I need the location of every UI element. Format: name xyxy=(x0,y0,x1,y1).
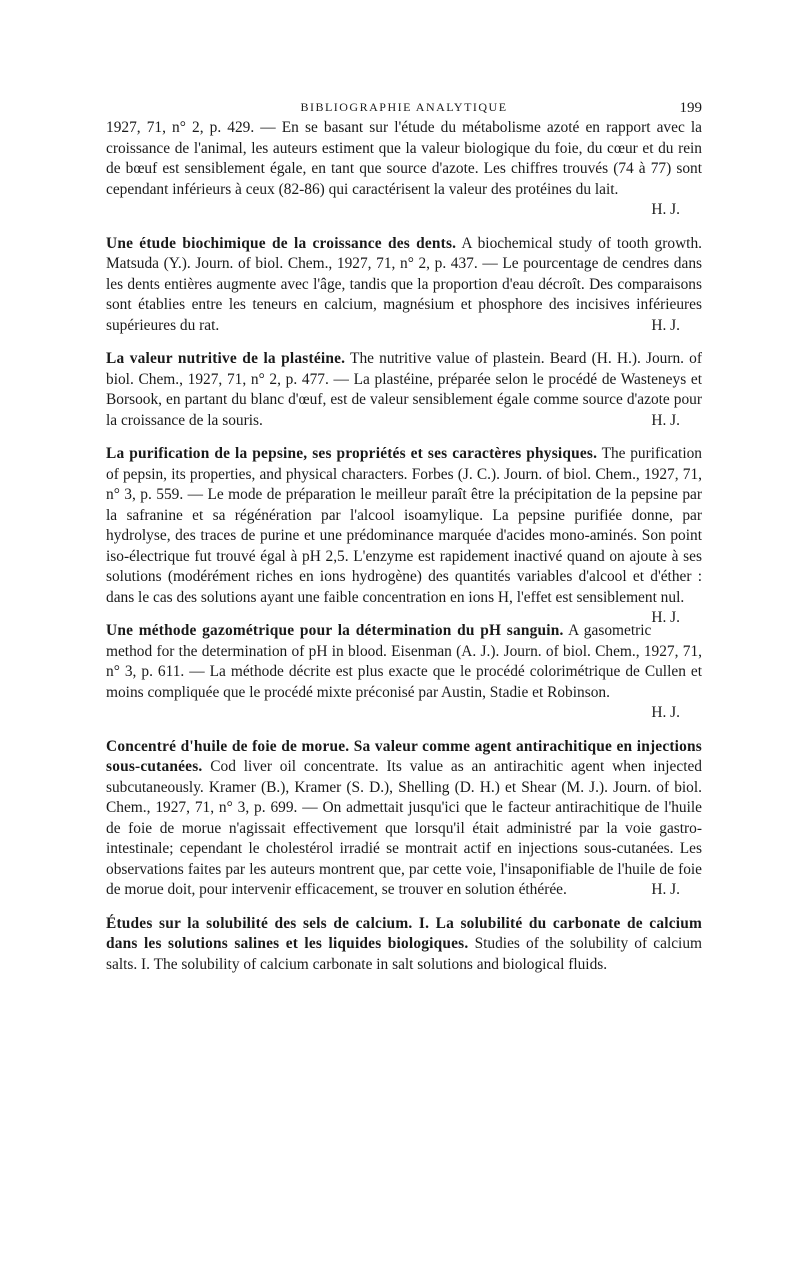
abstract-text xyxy=(106,444,702,626)
abstract-text xyxy=(106,621,702,703)
abstract-title: Une méthode gazométrique pour la détermination du pH sanguin. xyxy=(106,622,564,639)
abstract-signature: H. J. xyxy=(651,201,680,218)
abstract-title: La purification de la pepsine, ses propriétés et ses caractères physiques. xyxy=(106,445,598,462)
abstract-text xyxy=(106,737,702,901)
abstract-text xyxy=(106,234,702,337)
abstract-body: The purification of pepsin, its properties, and physical characters. Forbes (J. C.). Journ. of biol. Chem., 1927, 71, n° 3, p. 559. — Le mode de préparation le meilleur paraît être la précipitation de la pepsine par la safranine et sa régénération par l'alcool isoamylique. La pepsine purifiée donne, par hydrolyse, des traces de purine et une prédominance marquée d'acides mono-aminés. Son point iso-électrique fut trouvé égal à pH 2,5. L'enzyme est rapidement inactivé quand on ajoute à ses solutions (modérément riches en ions hydrogène) des quantités variables d'alcool et d'éther : dans le cas des solutions ayant une faible concentration en ions H, l'effet est sensiblement nul. xyxy=(106,445,702,606)
running-title: BIBLIOGRAPHIE ANALYTIQUE xyxy=(300,100,508,114)
abstract-entry xyxy=(106,349,702,431)
abstract-signature: H. J. xyxy=(651,881,680,898)
abstract-body: Cod liver oil concentrate. Its value as an antirachitic agent when injected subcutaneously. Kramer (B.), Kramer (S. D.), Shelling (D. H.) et Shear (M. J.). Journ. of biol. Chem., 1927, 71, n° 3, p. 699. — On admettait jusqu'ici que le facteur antirachitique de l'huile de foie de morue n'agissait effectivement que lorsqu'il était administré par la voie gastro-intestinale; cependant le cholestérol irradié se montrait actif en injections sous-cutanées. Les observations faites par les auteurs montrent que, par cette voie, l'insaponifiable de l'huile de foie de morue doit, pour intervenir efficacement, se trouver en solution éthérée. xyxy=(106,758,702,898)
abstract-entry xyxy=(106,737,702,901)
abstract-entry xyxy=(106,914,702,976)
abstract-body: Studies of the solubility of calcium salts. I. The solubility of calcium carbonate in salt solutions and biological fluids. xyxy=(106,935,702,973)
page-number: 199 xyxy=(679,100,702,116)
abstract-title: Études sur la solubilité des sels de calcium. I. La solubilité du carbonate de calcium dans les solutions salines et les liquides biologiques. xyxy=(106,914,702,952)
abstract-signature: H. J. xyxy=(651,316,680,334)
abstract-title: La valeur nutritive de la plastéine. xyxy=(106,350,346,367)
running-header xyxy=(106,100,702,117)
abstract-text xyxy=(106,118,702,200)
abstract-entry xyxy=(106,234,702,337)
article-body xyxy=(106,118,702,988)
abstract-body: A gasometric method for the determination of pH in blood. Eisenman (A. J.). Journ. of biol. Chem., 1927, 71, n° 3, p. 611. — La méthode décrite est plus exacte que le procédé colorimétrique de Cullen et moins compliquée que le procédé mixte préconisé par Austin, Stadie et Robinson. xyxy=(106,622,702,701)
abstract-signature: H. J. xyxy=(651,704,680,721)
abstract-entry xyxy=(106,621,702,724)
abstract-text xyxy=(106,914,702,976)
abstract-body: The nutritive value of plastein. Beard (H. H.). Journ. of biol. Chem., 1927, 71, n° 2, p. 477. — La plastéine, préparée selon le procédé de Wasteneys et Borsook, en partant du blanc d'œuf, est de valeur sensiblement égale comme source d'azote pour la croissance de la souris. xyxy=(106,350,702,429)
abstract-title: Une étude biochimique de la croissance des dents. xyxy=(106,234,457,252)
abstract-text xyxy=(106,349,702,431)
abstract-entry xyxy=(106,444,702,626)
abstract-signature: H. J. xyxy=(651,411,680,429)
abstract-entry xyxy=(106,118,702,221)
abstract-body: 1927, 71, n° 2, p. 429. — En se basant sur l'étude du métabolisme azoté en rapport avec la croissance de l'animal, les auteurs estiment que la valeur biologique du foie, du cœur et du rein de bœuf est sensiblement égale, en tant que source d'azote. Les chiffres trouvés (74 à 77) sont cependant inférieurs à ceux (82-86) qui caractérisent la valeur des protéines du lait. xyxy=(106,119,702,198)
abstract-body: A biochemical study of tooth growth. Matsuda (Y.). Journ. of biol. Chem., 1927, 71, n° 2, p. 437. — Le pourcentage de cendres dans les dents entières augmente avec l'âge, tandis que la proportion d'eau décroît. Des comparaisons sont établies entre les teneurs en calcium, magnésium et phosphore des incisives inférieures supérieures du rat. xyxy=(106,234,702,334)
abstract-signature: H. J. xyxy=(651,609,680,626)
abstract-title: Concentré d'huile de foie de morue. Sa valeur comme agent antirachitique en injections sous-cutanées. xyxy=(106,737,702,775)
